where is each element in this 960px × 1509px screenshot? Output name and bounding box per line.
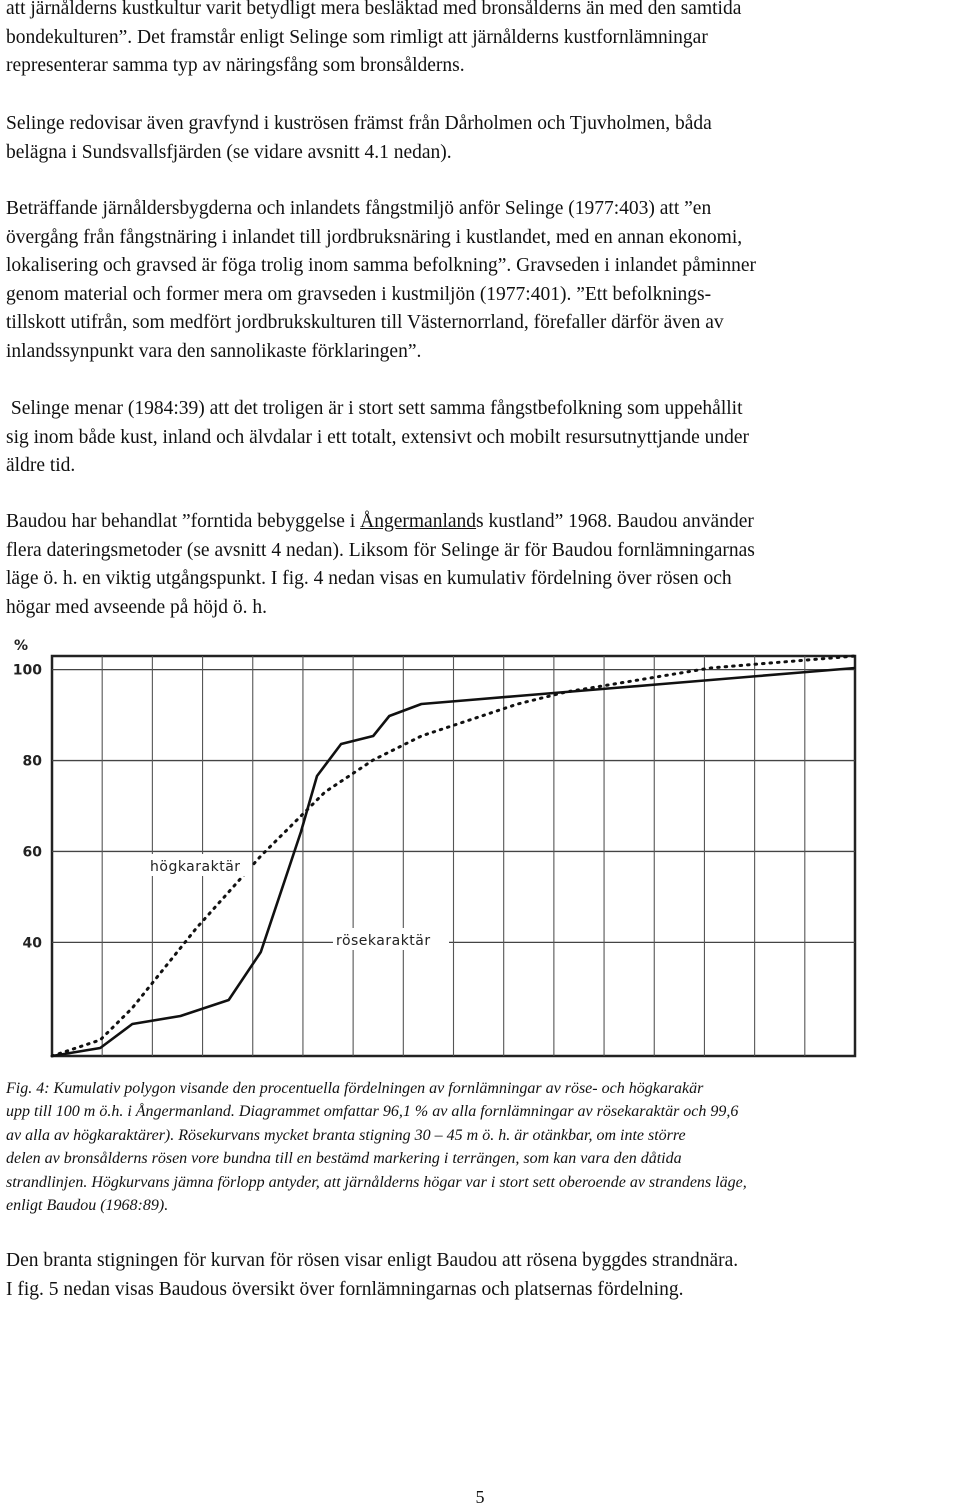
figure-cumulative-chart <box>0 628 960 1068</box>
text-line: flera dateringsmetoder (se avsnitt 4 nedan). Liksom för Selinge är för Baudou fornlämningarnas <box>6 539 755 561</box>
text-line: läge ö. h. en viktig utgångspunkt. I fig. 4 nedan visas en kumulativ fördelning över rösen och <box>6 568 732 589</box>
caption-line: upp till 100 m ö.h. i Ångermanland. Diagrammet omfattar 96,1 % av alla fornlämningar av rösekaraktär och 99,6 <box>6 1103 739 1121</box>
y-tick-label: 40 <box>22 935 42 952</box>
paragraph-branta-stigningen <box>6 1247 954 1304</box>
paragraph-jarnaldersbygder <box>6 195 954 366</box>
figure-caption <box>6 1077 956 1217</box>
cumulative-polygon-chart <box>0 628 960 1068</box>
text-line: högar med avseende på höjd ö. h. <box>6 596 268 618</box>
page-number: 5 <box>475 1487 485 1507</box>
text-line: sig inom både kust, inland och älvdalar i ett totalt, extensivt och mobilt resursutnyttjande under <box>6 426 750 448</box>
y-tick-label: 100 <box>12 662 42 679</box>
paragraph-fangstbefolkning <box>6 395 954 481</box>
text-line: att järnålderns kustkultur varit betydligt mera besläktad med bronsålderns än med den samtida <box>6 0 742 19</box>
caption-line: av alla av högkaraktärer). Rösekurvans mycket branta stigning 30 – 45 m ö. h. är otänkbar, om inte större <box>6 1126 686 1144</box>
text-line: Beträffande järnåldersbygderna och inlandets fångstmiljö anför Selinge (1977:403) att ”en <box>6 198 712 219</box>
series-label-rosekaraktar: rösekaraktär <box>336 933 431 949</box>
text-line: bondekulturen”. Det framstår enligt Selinge som rimligt att järnålderns kustfornlämningar <box>6 26 708 48</box>
caption-line: delen av bronsålderns rösen vore bundna till en bestämd markering i terrängen, som kan vara den dåtida <box>6 1150 682 1168</box>
series-label-hogkaraktar: högkaraktär <box>150 859 241 875</box>
text-line: övergång från fångstnäring i inlandet till jordbruksnäring i kustlandet, med en annan ekonomi, <box>6 226 743 248</box>
text-line: äldre tid. <box>6 455 76 476</box>
text-line: Baudou har behandlat ”forntida bebyggelse i <box>6 511 361 532</box>
y-tick-label: 60 <box>22 844 42 861</box>
paragraph-baudou <box>6 508 954 622</box>
text-line: Selinge menar (1984:39) att det troligen är i stort sett samma fångstbefolkning som uppehållit <box>6 398 743 419</box>
caption-line: strandlinjen. Högkurvans jämna förlopp antyder, att järnålderns högar var i stort sett oberoende av strandens läge, <box>6 1173 747 1191</box>
text-line: inlandssynpunkt vara den sannolikaste förklaringen”. <box>6 340 422 362</box>
text-line: tillskott utifrån, som medfört jordbrukskulturen till Västernorrland, förefaller därför även av <box>6 312 724 333</box>
text-line: genom material och former mera om gravseden i kustmiljön (1977:401). ”Ett befolknings- <box>6 283 712 305</box>
text-line: lokalisering och gravsed är föga trolig inom samma befolkning”. Gravseden i inlandet påminner <box>6 255 756 276</box>
paragraph-gravfynd <box>6 110 954 167</box>
underlined-place-name: Ångermanland <box>360 511 477 532</box>
text-line: s kustland” 1968. Baudou använder <box>476 511 754 532</box>
caption-line: Fig. 4: Kumulativ polygon visande den procentuella fördelningen av fornlämningar av röse- och högkarakär <box>6 1080 704 1097</box>
text-line: belägna i Sundsvallsfjärden (se vidare avsnitt 4.1 nedan). <box>6 141 452 163</box>
caption-line: enligt Baudou (1968:89). <box>6 1197 169 1215</box>
text-line: Selinge redovisar även gravfynd i kuströsen främst från Dårholmen och Tjuvholmen, båda <box>6 113 712 134</box>
text-line: Den branta stigningen för kurvan för rösen visar enligt Baudou att rösena byggdes strandnära. <box>6 1250 739 1271</box>
paragraph-kustkultur <box>6 0 954 81</box>
y-axis-unit-label: % <box>14 638 29 654</box>
y-tick-label: 80 <box>22 753 42 770</box>
text-line: I fig. 5 nedan visas Baudous översikt över fornlämningarnas och platsernas fördelning. <box>6 1278 684 1300</box>
text-line: representerar samma typ av näringsfång som bronsålderns. <box>6 55 465 76</box>
